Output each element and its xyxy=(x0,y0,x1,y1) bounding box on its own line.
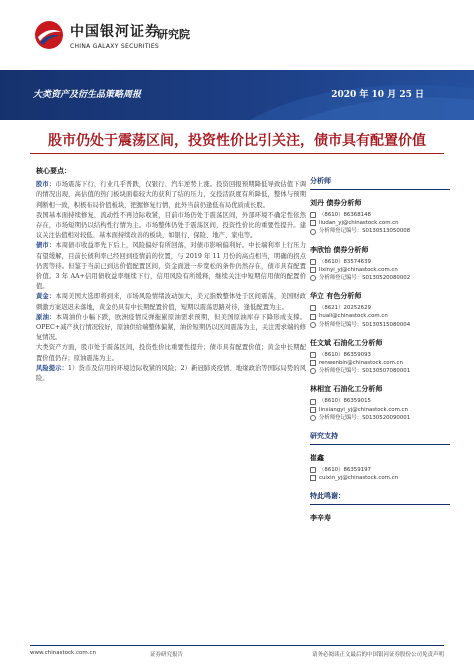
analyst-email[interactable]: liudan_yj@chinastock.com.cn xyxy=(319,220,399,227)
thanks-heading: 特此鸣谢： xyxy=(310,491,450,505)
paragraph-text: 1）货币及信用的环境边际收紧的风险；2）新冠肺炎疫情、地缘政治等国际局势的风险。 xyxy=(36,364,307,383)
analyst-sidebar xyxy=(310,176,450,526)
analyst-email[interactable]: linxiangyi_yj@chinastock.com.cn xyxy=(319,406,408,413)
galaxy-logo-icon xyxy=(34,20,64,50)
paragraph-label: 黄金： xyxy=(36,293,56,301)
analyst-email[interactable]: lixinyi_yj@chinastock.com.cn xyxy=(319,266,398,273)
summary-paragraph xyxy=(36,241,306,292)
analyst-name: 刘丹 债券分析师 xyxy=(310,199,362,207)
analyst-cert: 分析师登记编号：S0130520090001 xyxy=(319,414,411,421)
report-header xyxy=(0,0,474,70)
analyst-cert: 分析师登记编号：S0130520080002 xyxy=(319,275,411,282)
paragraph-text: 本周油价小幅下跌，欧洲疫情反弹拖累原油需求预期，但美国原油库存下降形成支撑。OPEC+减产执行情况较好，原油供给端整体偏紧，油价短期仍以区间震荡为主，关注需求端的修复情况。 xyxy=(36,313,307,342)
paragraph-text: 本周债市收益率先下后上，风险偏好有所回落，对债市影响偏利好。中长端利率上行压力有望缓解，目前长债利率已经回到疫情前的位置，与 2019 年 11 月份的高点相当，明确的拐点仍需等待。但鉴于当前已到达价值配置区间，资金面进一步宽松的条件仍然存在，债市具有配置价值。3 年 AA+信用债收益率继续下行，信用风险有所缓释，继续关注中短期信用债的配置价值。 xyxy=(36,242,307,291)
paragraph-text: 大类资产方面，股市处于震荡区间，投资性价比重要性提升；债市具有配置价值；黄金中长期配置价值仍存；原油震荡为主。 xyxy=(36,344,306,362)
summary-paragraph xyxy=(36,313,306,344)
email-icon xyxy=(310,360,316,366)
paragraph-label: 股市： xyxy=(36,181,56,189)
analyst-name: 华立 有色分析师 xyxy=(310,292,362,301)
summary-heading: 核心要点： xyxy=(36,166,71,175)
footer-center: 证券研究报告 xyxy=(150,652,184,658)
analyst-card xyxy=(310,291,450,329)
email-icon xyxy=(310,314,316,320)
id-icon xyxy=(310,368,316,374)
paragraph-text: 市场震荡下行，行业几乎普跌，仅银行、汽车逆势上涨。投资回报预期降低导致估值下调的情况出现，高估值的热门板块面临较大的获利了结的压力，交投活跃度有所降低，整体与预期判断相一致，积极布局价值板块，把握修复行情，此外当前仍逢低布局优质成长股。 xyxy=(36,181,307,209)
support-heading: 研究支持 xyxy=(310,431,450,445)
analyst-email[interactable]: huali@chinastock.com.cn xyxy=(319,313,388,320)
summary-section xyxy=(36,166,306,384)
phone-icon xyxy=(310,467,316,473)
footer-url[interactable]: www.chinastock.com.cn xyxy=(30,650,96,656)
id-icon xyxy=(310,229,316,235)
paragraph-text: 我国基本面持续修复，流动性不再边际收紧，目前市场仍处于震荡区间，外部环境不确定性依然存在，市场短期仍以结构性行情为主。市场整体仍处于震荡区间，投资性价比的重要性提升。建议关注估值相对较低、基本面持续改善的板块，如银行、保险、地产、家电等。 xyxy=(36,211,306,240)
email-icon xyxy=(310,267,316,273)
summary-paragraph xyxy=(36,292,306,312)
analyst-name: 李欣怡 债券分析师 xyxy=(310,245,369,254)
analyst-phone: （8621）20252629 xyxy=(319,305,371,312)
logo-cn-text: 中国银河证券 xyxy=(70,23,160,40)
email-icon xyxy=(310,407,316,413)
paragraph-text: 本周美国大选即将到来，市场风险情绪波动加大，美元指数整体处于区间震荡，美国财政刺激方案迟迟未落地，黄金仍具有中长期配置价值，短期以震荡思路对待，逢低配置为主。 xyxy=(36,293,307,311)
email-icon xyxy=(310,220,316,226)
footer-disclaimer: 请务必阅读正文最后的中国银河证券股份公司免责声明 xyxy=(311,652,444,658)
analyst-cert: 分析师登记编号：S0130507080001 xyxy=(319,368,411,375)
phone-icon xyxy=(310,259,316,265)
phone-icon xyxy=(310,212,316,218)
analyst-phone: （8610）86359093 xyxy=(319,351,371,358)
logo-en-text: CHINA GALAXY SECURITIES xyxy=(70,42,160,50)
paragraph-label: 债市： xyxy=(36,242,56,250)
summary-paragraph xyxy=(36,180,306,211)
analyst-card xyxy=(310,198,450,236)
analyst-cert: 分析师登记编号：S0130515080004 xyxy=(319,321,411,328)
email-icon xyxy=(310,475,316,481)
report-date: 2020 年 10 月 25 日 xyxy=(331,90,424,100)
analyst-cert: 分析师登记编号：S0130513050008 xyxy=(319,228,411,235)
paragraph-label: 原油： xyxy=(36,313,56,321)
support-email[interactable]: cuixin_yj@chinastock.com.cn xyxy=(319,475,398,482)
title-divider xyxy=(30,153,444,154)
report-title: 股市仍处于震荡区间，投资性价比引关注，债市具有配置价值 xyxy=(48,133,426,149)
summary-paragraph xyxy=(36,364,306,384)
summary-paragraph xyxy=(36,343,306,363)
id-icon xyxy=(310,415,316,421)
support-phone: （8610）86359197 xyxy=(319,467,371,474)
phone-icon xyxy=(310,305,316,311)
analyst-phone: （8610）83574639 xyxy=(319,258,371,265)
phone-icon xyxy=(310,352,316,358)
report-type: 大类资产及衍生品策略周报 xyxy=(33,90,142,100)
analyst-name: 任文斌 石油化工分析师 xyxy=(310,338,383,347)
analyst-card xyxy=(310,245,450,283)
company-logo xyxy=(34,20,160,50)
analysts-heading: 分析师 xyxy=(310,176,450,190)
analyst-card xyxy=(310,338,450,376)
phone-icon xyxy=(310,399,316,405)
id-icon xyxy=(310,275,316,281)
summary-paragraph xyxy=(36,211,306,242)
paragraph-label: 风险提示： xyxy=(36,364,68,372)
footer-divider xyxy=(30,645,444,646)
analyst-phone: （8610）86368148 xyxy=(319,212,371,218)
analyst-phone: （8610）86359015 xyxy=(319,398,371,405)
analyst-name: 林相宜 石油化工分析师 xyxy=(310,385,383,394)
analyst-card xyxy=(310,384,450,422)
thanks-name: 李辛寿 xyxy=(310,514,331,523)
analyst-email[interactable]: renwenbin@chinastock.com.cn xyxy=(319,360,403,367)
support-name: 崔鑫 xyxy=(310,454,324,463)
id-icon xyxy=(310,322,316,328)
support-card xyxy=(310,453,450,482)
dept-label: 研究院 xyxy=(157,28,190,41)
